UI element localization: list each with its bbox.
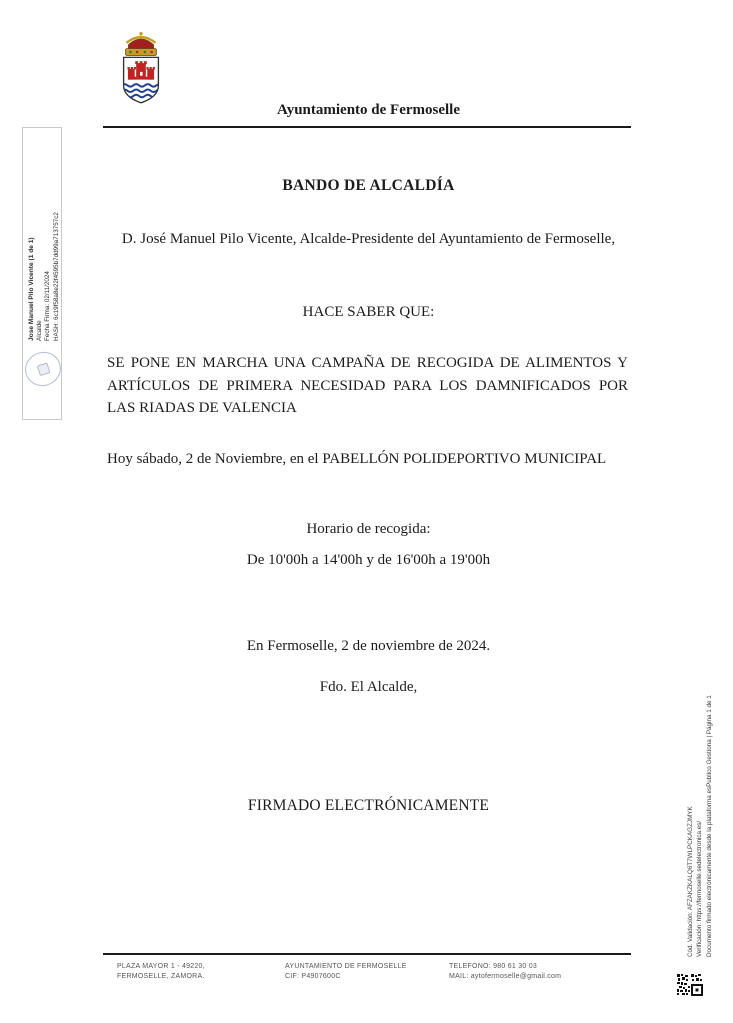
header-divider [103, 126, 631, 128]
footer-divider [103, 953, 631, 955]
signature-line: Fdo. El Alcalde, [319, 679, 418, 695]
schedule-hours: De 10'00h a 14'00h y de 16'00h a 19'00h [246, 552, 491, 568]
footer-address-line1: PLAZA MAYOR 1 - 49220, [117, 963, 205, 970]
signed-electronically-note: FIRMADO ELECTRÓNICAMENTE [247, 797, 490, 814]
campaign-paragraph: SE PONE EN MARCHA UNA CAMPAÑA DE RECOGIDA DE ALIMENTOS Y ARTÍCULOS DE PRIMERA NECESIDAD PARA LOS DAMNIFICADOS POR LAS RIADAS DE VALENCIA [107, 355, 628, 417]
signature-date: Fecha Firma: 02/11/2024 [44, 271, 52, 341]
footer-contact [449, 962, 561, 982]
signer-role: Alcalde [36, 320, 44, 341]
footer-phone: TELEFONO: 980 61 30 03 [449, 963, 537, 970]
footer-entity-cif: CIF: P4907600C [285, 973, 341, 980]
footer-address-line2: FERMOSELLE, ZAMORA. [117, 973, 205, 980]
footer-entity-name: AYUNTAMIENTO DE FERMOSELLE [285, 963, 407, 970]
validation-margin-text [686, 611, 715, 957]
fermoselle-coat-of-arms-icon [112, 31, 170, 105]
mayor-intro: D. José Manuel Pilo Vicente, Alcalde-Presidente del Ayuntamiento de Fermoselle, [121, 231, 616, 247]
signature-margin-text [28, 129, 61, 341]
platform-note: Documento firmado electrónicamente desde la plataforma esPublico Gestiona | Página 1 de 1 [705, 695, 713, 957]
footer-mail: MAIL: aytofermoselle@gmail.com [449, 973, 562, 980]
verification-url: Verificación: https://fermoselle.sedelectronica.es/ [696, 820, 704, 957]
page-title: Ayuntamiento de Fermoselle [276, 102, 461, 118]
bando-title: BANDO DE ALCALDÍA [282, 177, 455, 194]
announce-line: HACE SABER QUE: [302, 304, 435, 320]
footer-entity [285, 962, 407, 982]
schedule-label: Horario de recogida: [306, 521, 431, 537]
verification-qr-code-icon [677, 974, 703, 996]
footer-address [117, 962, 205, 982]
signature-hash: HASH: 6c19f58a8e22f4595b7dd99a713757c2 [52, 212, 60, 341]
validation-code: Cód. Validación: AFZAKZKALQ6T7WLPCKAGZJMYK [687, 806, 694, 957]
when-where-paragraph: Hoy sábado, 2 de Noviembre, en el PABELLÓN POLIDEPORTIVO MUNICIPAL [107, 451, 607, 467]
signer-name: Jose Manuel Pilo Vicente (1 de 1) [28, 237, 35, 341]
place-date-line: En Fermoselle, 2 de noviembre de 2024. [246, 638, 491, 654]
